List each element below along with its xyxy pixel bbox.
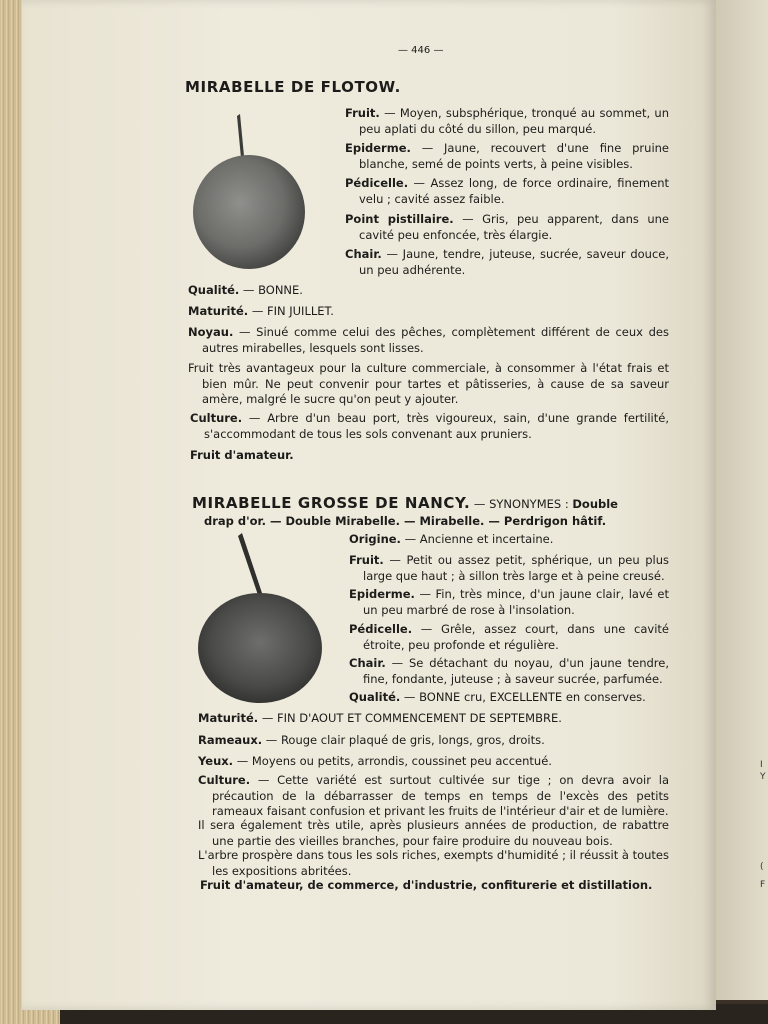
description-paragraph: Epiderme. — Fin, très mince, d'un jaune clair, lavé et un peu marbré de rose à l'insolation.: [349, 587, 669, 617]
description-paragraph: Maturité. — FIN JUILLET.: [188, 304, 334, 318]
entry-title: MIRABELLE DE FLOTOW.: [185, 78, 401, 96]
facing-page-fragment: I: [760, 760, 763, 770]
description-paragraph: Maturité. — FIN D'AOUT ET COMMENCEMENT DE SEPTEMBRE.: [198, 711, 562, 725]
page-number: — 446 —: [398, 45, 444, 56]
entry-title: MIRABELLE GROSSE DE NANCY. — SYNONYMES : Double: [192, 494, 618, 512]
page-content: [22, 0, 716, 1010]
facing-page-fragment: (: [760, 862, 764, 872]
description-paragraph: Culture. — Arbre d'un beau port, très vigoureux, sain, d'une grande fertilité, s'accommodant de tous les sols convenant aux pruniers.: [190, 411, 669, 441]
description-paragraph: Fruit. — Petit ou assez petit, sphérique, un peu plus large que haut ; à sillon très large et à peine creusé.: [349, 553, 669, 583]
book-page: [22, 0, 716, 1010]
synonyms-continuation: drap d'or. — Double Mirabelle. — Mirabelle. — Perdrigon hâtif.: [204, 514, 607, 528]
description-paragraph: Rameaux. — Rouge clair plaqué de gris, longs, gros, droits.: [198, 733, 545, 747]
description-paragraph: Point pistillaire. — Gris, peu apparent, dans une cavité peu enfoncée, très élargie.: [345, 212, 670, 242]
description-paragraph: Culture. — Cette variété est surtout cultivée sur tige ; on devra avoir la précaution de la débarrasser de temps en temps de l'excès des petits rameaux faisant confusion et privant les fruits de l'intérieur d'air et de lumière.: [198, 773, 669, 818]
facing-page-fragment: Y: [760, 772, 766, 782]
description-paragraph: Origine. — Ancienne et incertaine.: [349, 532, 554, 546]
description-paragraph: Fruit très avantageux pour la culture commerciale, à consommer à l'état frais et bien mûr. Ne peut convenir pour tartes et pâtisseries, à cause de sa saveur amère, malgré le sucre qu'on peut y ajouter.: [188, 361, 669, 406]
plum-illustration: [194, 530, 326, 708]
description-paragraph: Yeux. — Moyens ou petits, arrondis, coussinet peu accentué.: [198, 754, 552, 768]
synonyms-line: — SYNONYMES : Double: [470, 497, 618, 511]
description-paragraph: Fruit d'amateur.: [190, 448, 294, 462]
description-paragraph: Qualité. — BONNE cru, EXCELLENTE en conserves.: [349, 690, 646, 704]
description-paragraph: Chair. — Jaune, tendre, juteuse, sucrée, saveur douce, un peu adhérente.: [345, 247, 669, 277]
facing-page-fragment: F: [760, 880, 766, 890]
description-paragraph: Qualité. — BONNE.: [188, 283, 303, 297]
description-paragraph: L'arbre prospère dans tous les sols riches, exempts d'humidité ; il réussit à toutes les expositions abritées.: [198, 848, 669, 878]
description-paragraph: Noyau. — Sinué comme celui des pêches, complètement différent de ceux des autres mirabelles, lesquels sont lisses.: [188, 325, 669, 355]
facing-page: [716, 0, 768, 1000]
description-paragraph: Chair. — Se détachant du noyau, d'un jaune tendre, fine, fondante, juteuse ; à saveur sucrée, parfumée.: [349, 656, 669, 686]
description-paragraph: Pédicelle. — Grêle, assez court, dans une cavité étroite, peu profonde et régulière.: [349, 622, 669, 652]
plum-illustration: [188, 110, 308, 275]
description-paragraph: Fruit. — Moyen, subsphérique, tronqué au sommet, un peu aplati du côté du sillon, peu marqué.: [345, 106, 669, 136]
description-paragraph: Epiderme. — Jaune, recouvert d'une fine pruine blanche, semé de points verts, à peine visibles.: [345, 141, 669, 171]
description-paragraph: Il sera également très utile, après plusieurs années de production, de rabattre une partie des vieilles branches, pour faire produire du nouveau bois.: [198, 818, 669, 848]
description-paragraph: Fruit d'amateur, de commerce, d'industrie, confiturerie et distillation.: [200, 878, 653, 892]
description-paragraph: Pédicelle. — Assez long, de force ordinaire, finement velu ; cavité assez faible.: [345, 176, 669, 206]
